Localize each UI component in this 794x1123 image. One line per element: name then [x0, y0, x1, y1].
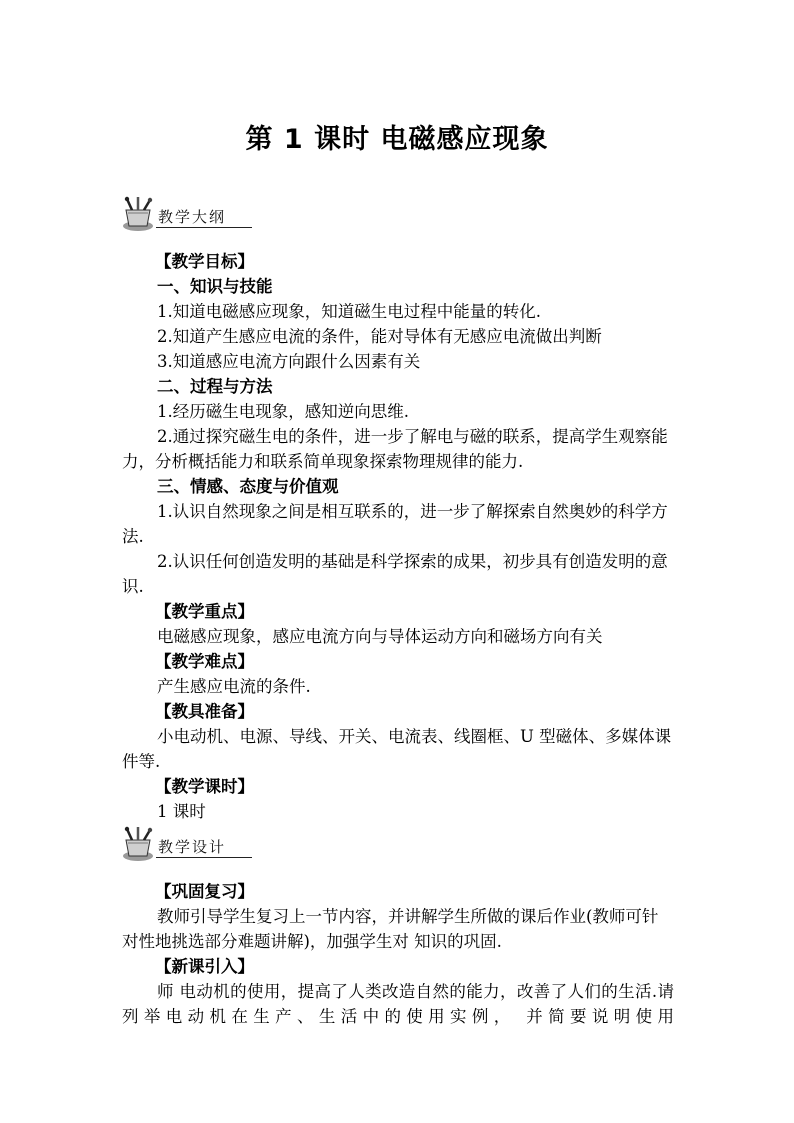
heading-class-hours: 【教学课时】	[155, 777, 254, 796]
paragraph: 2.通过探究磁生电的条件，进一步了解电与磁的联系，提高学生观察能力，分析概括能力和联系简单现象探索物理规律的能力.	[122, 427, 668, 471]
paragraph: 1.认识自然现象之间是相互联系的，进一步了解探索自然奥妙的科学方法.	[122, 502, 668, 546]
section-heading-outline: 教学大纲	[158, 208, 227, 226]
section-underline	[156, 227, 252, 228]
paragraph: 师 电动机的使用，提高了人类改造自然的能力，改善了人们的生活.请列举电动机在生产、生活中的使用实例， 并简要说明使用	[122, 982, 674, 1026]
paragraph: 3.知道感应电流方向跟什么因素有关	[157, 352, 421, 371]
heading-new-lesson: 【新课引入】	[155, 957, 254, 976]
heading-key-points: 【教学重点】	[155, 602, 254, 621]
paragraph: 2.认识任何创造发明的基础是科学探索的成果，初步具有创造发明的意识.	[122, 552, 668, 596]
paragraph: 1.知道电磁感应现象，知道磁生电过程中能量的转化.	[157, 302, 541, 321]
section-badge-design	[118, 826, 248, 862]
page-title: 第 1 课时 电磁感应现象	[245, 124, 549, 155]
paragraph: 1 课时	[157, 802, 206, 821]
heading-teaching-aids: 【教具准备】	[155, 702, 254, 721]
heading-emotion-values: 三、情感、态度与价值观	[157, 477, 339, 496]
paragraph: 教师引导学生复习上一节内容，并讲解学生所做的课后作业(教师可针对性地挑选部分难题讲解)，加强学生对 知识的巩固.	[122, 907, 659, 951]
heading-teaching-goals: 【教学目标】	[155, 252, 254, 271]
paragraph: 2.知道产生感应电流的条件，能对导体有无感应电流做出判断	[157, 327, 602, 346]
section-badge-outline	[118, 196, 248, 232]
heading-process-method: 二、过程与方法	[157, 377, 273, 396]
heading-knowledge-skills: 一、知识与技能	[157, 277, 273, 296]
heading-difficulties: 【教学难点】	[155, 652, 254, 671]
section-heading-design: 教学设计	[158, 838, 227, 856]
section-underline	[156, 857, 252, 858]
design-body	[122, 879, 674, 1029]
paragraph: 1.经历磁生电现象，感知逆向思维.	[157, 402, 409, 421]
paragraph: 小电动机、电源、导线、开关、电流表、线圈框、U 型磁体、多媒体课件等.	[122, 727, 672, 771]
paragraph: 电磁感应现象，感应电流方向与导体运动方向和磁场方向有关	[157, 627, 603, 646]
outline-body	[122, 249, 674, 824]
paragraph: 产生感应电流的条件.	[157, 677, 311, 696]
heading-review: 【巩固复习】	[155, 882, 254, 901]
